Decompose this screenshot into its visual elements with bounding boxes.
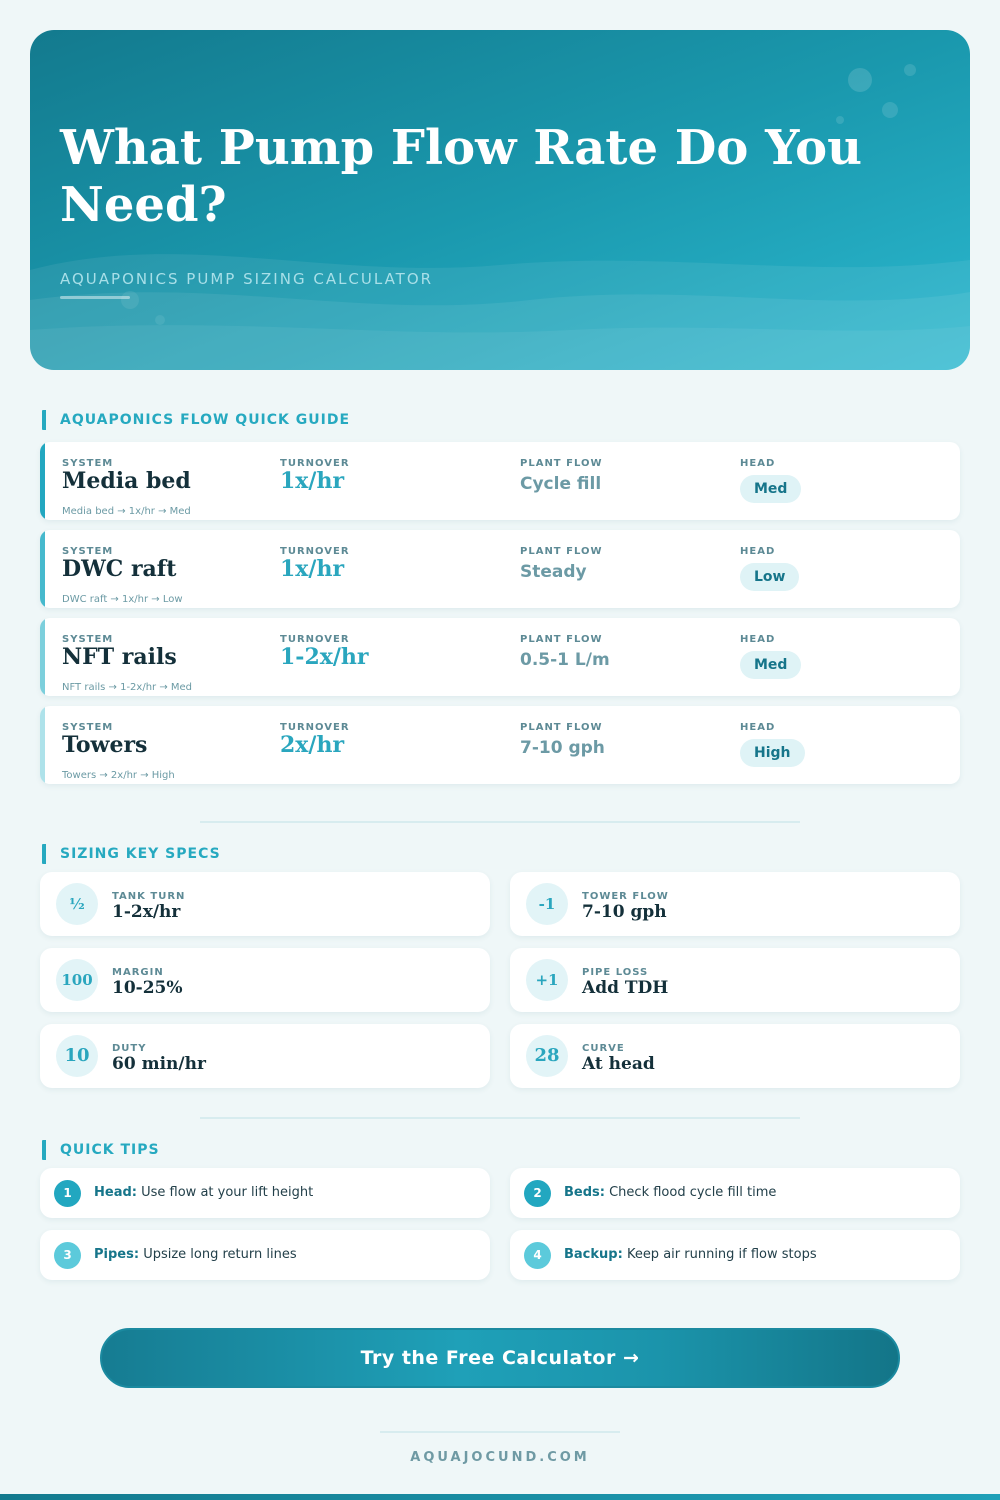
tip-number: 3 <box>54 1242 81 1269</box>
turnover-value: 1x/hr <box>280 468 345 494</box>
turnover-label: TURNOVER <box>280 634 350 645</box>
head-label: HEAD <box>740 458 776 469</box>
footer-divider <box>380 1431 620 1433</box>
hero-banner <box>30 30 970 370</box>
head-badge: High <box>740 739 805 767</box>
plant-flow-label: PLANT FLOW <box>520 634 603 645</box>
head-badge: Med <box>740 475 801 503</box>
spec-value: 60 min/hr <box>112 1054 206 1074</box>
tip-text <box>564 1247 817 1262</box>
guide-row-nft-rails <box>40 618 960 696</box>
subtitle-underline <box>60 296 130 299</box>
guide-row-towers <box>40 706 960 784</box>
bottom-accent-bar <box>0 1494 1000 1500</box>
row-accent-bar <box>40 442 45 520</box>
head-label: HEAD <box>740 722 776 733</box>
spec-card-duty <box>40 1024 490 1088</box>
spec-card-tank-turn <box>40 872 490 936</box>
spec-badge: -1 <box>526 883 568 925</box>
section-divider <box>200 1117 800 1119</box>
spec-label: TANK TURN <box>112 891 186 902</box>
spec-badge: 10 <box>56 1035 98 1077</box>
turnover-label: TURNOVER <box>280 546 350 557</box>
spec-value: 10-25% <box>112 978 183 998</box>
guide-row-dwc-raft <box>40 530 960 608</box>
tip-number: 1 <box>54 1180 81 1207</box>
spec-badge: +1 <box>526 959 568 1001</box>
system-label: SYSTEM <box>62 634 114 645</box>
head-badge: Med <box>740 651 801 679</box>
page-subtitle: AQUAPONICS PUMP SIZING CALCULATOR <box>60 270 434 288</box>
row-accent-bar <box>40 706 45 784</box>
guide-heading: AQUAPONICS FLOW QUICK GUIDE <box>42 410 350 430</box>
calculator-cta-button[interactable]: Try the Free Calculator → <box>100 1328 900 1388</box>
tip-text <box>94 1247 297 1262</box>
spec-label: TOWER FLOW <box>582 891 669 902</box>
row-accent-bar <box>40 618 45 696</box>
tip-title: Pipes: <box>94 1247 140 1262</box>
spec-badge: 28 <box>526 1035 568 1077</box>
footer-site-link[interactable]: AQUAJOCUND.COM <box>410 1450 590 1465</box>
spec-label: MARGIN <box>112 967 164 978</box>
page-title: What Pump Flow Rate Do You Need? <box>60 120 863 233</box>
spec-label: DUTY <box>112 1043 147 1054</box>
tips-heading: QUICK TIPS <box>42 1140 160 1160</box>
spec-value: 1-2x/hr <box>112 902 181 922</box>
specs-heading: SIZING KEY SPECS <box>42 844 221 864</box>
turnover-label: TURNOVER <box>280 458 350 469</box>
row-accent-bar <box>40 530 45 608</box>
plant-flow-label: PLANT FLOW <box>520 546 603 557</box>
tip-text <box>94 1185 313 1200</box>
system-label: SYSTEM <box>62 546 114 557</box>
tip-number: 2 <box>524 1180 551 1207</box>
turnover-value: 1x/hr <box>280 556 345 582</box>
spec-badge: ½ <box>56 883 98 925</box>
spec-card-margin <box>40 948 490 1012</box>
tip-body: Check flood cycle fill time <box>609 1185 777 1200</box>
plant-flow-value: 0.5-1 L/m <box>520 650 610 670</box>
tip-title: Beds: <box>564 1185 605 1200</box>
spec-value: 7-10 gph <box>582 902 667 922</box>
spec-badge: 100 <box>56 959 98 1001</box>
head-badge: Low <box>740 563 799 591</box>
plant-flow-value: 7-10 gph <box>520 738 605 758</box>
system-label: SYSTEM <box>62 458 114 469</box>
plant-flow-value: Steady <box>520 562 587 582</box>
tip-text <box>564 1185 776 1200</box>
system-name: Towers <box>62 732 148 758</box>
spec-value: At head <box>582 1054 655 1074</box>
spec-label: PIPE LOSS <box>582 967 649 978</box>
spec-value: Add TDH <box>582 978 669 998</box>
plant-flow-value: Cycle fill <box>520 474 602 494</box>
tip-pipes <box>40 1230 490 1280</box>
row-summary: DWC raft → 1x/hr → Low <box>62 594 183 605</box>
system-name: DWC raft <box>62 556 177 582</box>
guide-row-media-bed <box>40 442 960 520</box>
section-divider <box>200 821 800 823</box>
tip-number: 4 <box>524 1242 551 1269</box>
head-label: HEAD <box>740 546 776 557</box>
tip-title: Head: <box>94 1185 137 1200</box>
plant-flow-label: PLANT FLOW <box>520 722 603 733</box>
turnover-value: 1-2x/hr <box>280 644 369 670</box>
row-summary: NFT rails → 1-2x/hr → Med <box>62 682 193 693</box>
head-label: HEAD <box>740 634 776 645</box>
plant-flow-label: PLANT FLOW <box>520 458 603 469</box>
turnover-value: 2x/hr <box>280 732 345 758</box>
spec-card-tower-flow <box>510 872 960 936</box>
tip-body: Use flow at your lift height <box>141 1185 314 1200</box>
tip-title: Backup: <box>564 1247 623 1262</box>
tip-beds <box>510 1168 960 1218</box>
tip-head <box>40 1168 490 1218</box>
tip-backup <box>510 1230 960 1280</box>
spec-label: CURVE <box>582 1043 625 1054</box>
spec-card-pipe-loss <box>510 948 960 1012</box>
tip-body: Upsize long return lines <box>143 1247 297 1262</box>
spec-card-curve <box>510 1024 960 1088</box>
row-summary: Media bed → 1x/hr → Med <box>62 506 191 517</box>
turnover-label: TURNOVER <box>280 722 350 733</box>
system-label: SYSTEM <box>62 722 114 733</box>
system-name: NFT rails <box>62 644 177 670</box>
system-name: Media bed <box>62 468 191 494</box>
tip-body: Keep air running if flow stops <box>626 1247 817 1262</box>
row-summary: Towers → 2x/hr → High <box>62 770 175 781</box>
